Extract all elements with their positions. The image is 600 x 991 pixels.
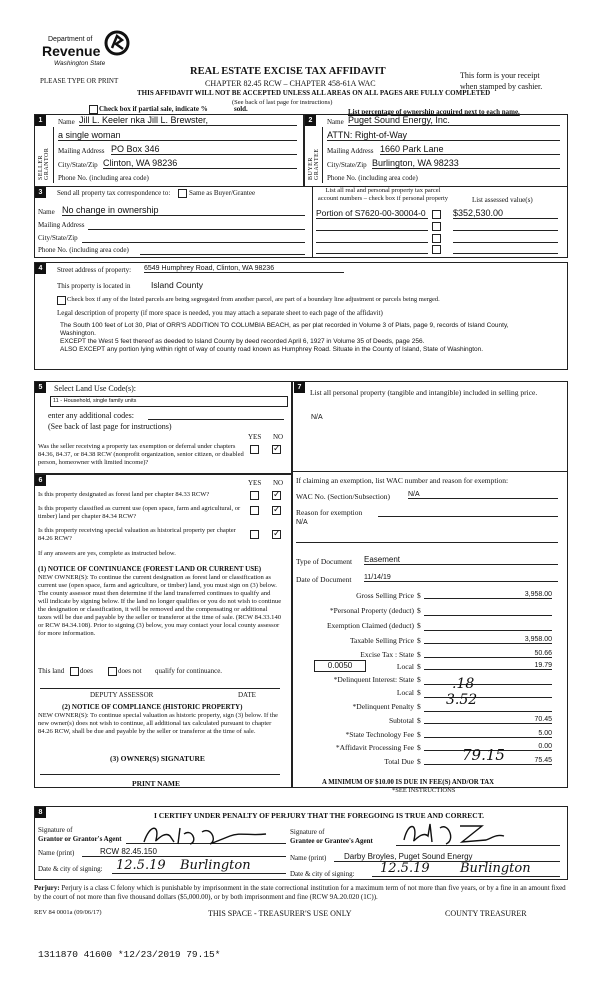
exemption-reason: N/A [296, 519, 308, 526]
dollar-sign: $ [417, 662, 421, 671]
check-icon: ✓ [273, 504, 281, 514]
section-2-number: 2 [305, 115, 316, 126]
personal-property-label: List all personal property (tangible and intangible) included in selling price. [310, 388, 538, 397]
grantee-signature-label-1: Signature of [290, 828, 325, 836]
section-8-number: 8 [35, 807, 46, 818]
additional-codes-label: enter any additional codes: [48, 411, 134, 420]
local-rate-box: 0.0050 [314, 660, 366, 672]
parcel-4-personal-checkbox[interactable] [432, 245, 441, 254]
forest-yes-checkbox[interactable] [250, 491, 259, 500]
tax-row-value [424, 688, 552, 698]
buyer-name: Puget Sound Energy, Inc. [348, 115, 560, 126]
buyer-side-label: BUYER GRANTEE [308, 148, 320, 180]
agency-name: Revenue [42, 43, 101, 59]
grantor-signature [140, 822, 270, 846]
parcel-1-personal-checkbox[interactable] [432, 210, 441, 219]
grantor-signature-label-1: Signature of [38, 826, 73, 834]
exemption-reason-label: Reason for exemption [296, 508, 363, 517]
see-back-instructions: (See back of last page for instructions) [48, 422, 172, 431]
document-date: 11/14/19 [364, 574, 558, 582]
tax-row-value: 0.00 [424, 743, 552, 751]
land-use-label: Select Land Use Code(s): [54, 384, 136, 393]
land-does-not-checkbox[interactable] [108, 667, 117, 676]
check-icon: ✓ [273, 489, 281, 499]
county-treasurer-label: COUNTY TREASURER [445, 909, 527, 918]
buyer-city-label: City/State/Zip [327, 161, 367, 169]
tax-row-value: 70.45 [424, 716, 552, 724]
segregated-label: Check box if any of the listed parcels are being segregated from another parcel, are part of a boundary line adjustment or parcels being merged. [67, 296, 440, 303]
form-title: REAL ESTATE EXCISE TAX AFFIDAVIT [190, 66, 386, 77]
corr-name: No change in ownership [62, 205, 305, 216]
grantee-date-city-label: Date & city of signing: [290, 870, 355, 878]
dollar-sign: $ [417, 591, 421, 600]
grantee-signature-label-2: Grantee or Grantee's Agent [290, 837, 373, 845]
tax-row-value: 3,958.00 [424, 636, 552, 644]
corr-city-label: City/State/Zip [38, 234, 78, 242]
grantee-name-label: Name (print) [290, 854, 327, 862]
grantor-signature-label-2: Grantor or Grantor's Agent [38, 835, 122, 843]
located-in-label: This property is located in [57, 282, 131, 290]
no-header-6: NO [273, 479, 284, 487]
seller-side-label: SELLER GRANTOR [38, 147, 50, 180]
check-icon: ✓ [273, 443, 281, 453]
assessed-value: $352,530.00 [453, 208, 558, 219]
notice-compliance-title: (2) NOTICE OF COMPLIANCE (HISTORIC PROPERTY) [62, 703, 243, 711]
tax-row-label: *Delinquent Interest: State [333, 675, 414, 684]
agency-state: Washington State [54, 60, 106, 67]
tax-row-label: *Delinquent Penalty [352, 702, 414, 711]
dollar-sign: $ [417, 702, 421, 711]
tax-row-value: 75.45 [424, 757, 552, 765]
grantee-printed-name: Darby Broyles, Puget Sound Energy [334, 852, 560, 862]
dollar-sign: $ [417, 743, 421, 752]
tax-row-label: Subtotal [388, 716, 414, 725]
personal-property-value: N/A [311, 414, 323, 421]
current-use-question: Is this property classified as current use (open space, farm and agricultural, or timber) land per chapter 84.34 RCW? [38, 505, 241, 520]
please-type: PLEASE TYPE OR PRINT [40, 77, 119, 85]
owner-signature-label: (3) OWNER(S) SIGNATURE [110, 754, 205, 763]
grantor-name-label: Name (print) [38, 849, 75, 857]
tax-row-label: Excise Tax : State [360, 650, 414, 659]
dollar-sign: $ [417, 650, 421, 659]
tax-row-value [424, 606, 552, 616]
seller-name-2: a single woman [58, 130, 297, 141]
see-instructions-note: *SEE INSTRUCTIONS [392, 787, 456, 794]
notice-compliance-text: NEW OWNER(S): To continue special valuation as historic property, sign (3) below. If the new owner(s) does not wish to continue, all additional tax calculated pursuant to chapter 84.26 RCW, shall be due and payable by the seller or transferor at the time of sale. [38, 712, 278, 735]
legal-description-1: The South 100 feet of Lot 30, Plat of ORR'S ADDITION TO COLUMBIA BEACH, as per plat recorded in Volume 3 of Plats, page 9, records of Island County, Washington. [60, 322, 509, 337]
assessed-value-header: List assessed value(s) [472, 196, 533, 204]
tax-row-label: Total Due [384, 757, 414, 766]
receipt-note-2: when stamped by cashier. [460, 82, 543, 91]
sold-label: sold. [234, 105, 248, 113]
seller-name: Jill L. Keeler nka Jill L. Brewster, [79, 115, 297, 126]
grantor-date-city-label: Date & city of signing: [38, 865, 103, 873]
legal-description-3: ALSO EXCEPT any portion lying within right of way of county road known as Humphrey Road. Situate in the County of Island, State of Washington. [60, 346, 484, 353]
grantor-signing-city: Burlington [180, 858, 251, 873]
date-label: DATE [238, 691, 256, 699]
dollar-sign: $ [417, 757, 421, 766]
forest-land-question: Is this property designated as forest land per chapter 84.33 RCW? [38, 491, 210, 498]
grantor-printed-name: RCW 82.45.150 [82, 847, 286, 857]
document-type-label: Type of Document [296, 557, 353, 566]
section-6-number: 6 [35, 475, 46, 486]
tax-row-value: 3,958.00 [424, 591, 552, 599]
qualify-label: qualify for continuance. [155, 667, 223, 675]
tax-row-value [424, 702, 552, 712]
see-back-note: (See back of last page for instructions) [232, 99, 333, 106]
no-header: NO [273, 433, 284, 441]
parcel-list-header: List all real and personal property tax parcel account numbers – check box if personal property [317, 187, 449, 202]
perjury-text: Perjury is a class C felony which is punishable by imprisonment in the state correctional institution for a maximum term of not more than five years, or by a fine in an amount fixed by the court of not more than five thousand dollars ($5,000.00), or by both imprisonment and fine (RCW 9A.20.020 (1C)). [34, 884, 566, 901]
claim-exemption-label: If claiming an exemption, list WAC number and reason for exemption: [296, 476, 509, 485]
buyer-phone-label: Phone No. (including area code) [327, 174, 418, 182]
dollar-sign: $ [417, 716, 421, 725]
tax-row-label: *Affidavit Processing Fee [335, 743, 414, 752]
current-use-yes-checkbox[interactable] [250, 506, 259, 515]
dollar-sign: $ [417, 621, 421, 630]
dor-logo-icon [104, 30, 130, 56]
handwritten-total: 79.15 [462, 746, 505, 764]
partial-sale-checkbox[interactable] [89, 105, 98, 114]
tax-row-label: *Personal Property (deduct) [329, 606, 414, 615]
grantee-signing-city: Burlington [460, 861, 531, 876]
does-not-label: does not [118, 667, 142, 675]
historic-yes-checkbox[interactable] [250, 530, 259, 539]
corr-phone-label: Phone No. (including area code) [38, 246, 129, 254]
does-label: does [80, 667, 93, 675]
partial-sale-label: Check box if partial sale, indicate % [99, 105, 208, 113]
dollar-sign: $ [417, 636, 421, 645]
agency-line1: Department of [48, 36, 93, 43]
receipt-stamp: 1311870 41600 *12/23/2019 79.15* [38, 949, 221, 960]
parcel-3-personal-checkbox[interactable] [432, 234, 441, 243]
buyer-city: Burlington, WA 98233 [372, 158, 560, 169]
if-yes-note: If any answers are yes, complete as instructed below. [38, 550, 176, 557]
seller-mailing-label: Mailing Address [58, 147, 105, 155]
deputy-assessor-label: DEPUTY ASSESSOR [90, 691, 154, 699]
yes-header-6: YES [248, 479, 262, 487]
tax-row-value: 50.66 [424, 650, 552, 658]
county-name: Island County [151, 280, 203, 290]
form-chapter: CHAPTER 82.45 RCW – CHAPTER 458-61A WAC [205, 79, 376, 88]
buyer-mailing-label: Mailing Address [327, 147, 374, 155]
seller-city-label: City/State/Zip [58, 161, 98, 169]
seller-mailing: PO Box 346 [111, 144, 297, 155]
check-icon: ✓ [273, 528, 281, 538]
seller-name-label: Name [58, 118, 75, 126]
legal-description-2: EXCEPT the West 5 feet thereof as deeded to Island County by deed recorded April 6, 1927 in Volume 35 of Deeds, page 256. [60, 338, 425, 345]
notice-continuance-title: (1) NOTICE OF CONTINUANCE (FOREST LAND OR CURRENT USE) [38, 565, 262, 573]
print-name-label: PRINT NAME [132, 779, 180, 788]
corr-mailing-label: Mailing Address [38, 221, 85, 229]
dollar-sign: $ [417, 730, 421, 739]
section-7-personal-property [292, 381, 568, 788]
certify-statement: I CERTIFY UNDER PENALTY OF PERJURY THAT THE FOREGOING IS TRUE AND CORRECT. [154, 811, 485, 820]
historic-question: Is this property receiving special valuation as historical property per chapter 84.26 RCW? [38, 527, 236, 542]
parcel-number: Portion of S7620-00-30004-0 [316, 208, 428, 219]
send-correspondence-label: Send all property tax correspondence to: [57, 189, 171, 197]
section-4-number: 4 [35, 263, 46, 274]
buyer-name-2: ATTN: Right-of-Way [327, 130, 560, 141]
tax-row-label: Local [396, 662, 414, 671]
receipt-note-1: This form is your receipt [460, 71, 540, 80]
grantor-signing-date: 12.5.19 [116, 858, 166, 873]
land-does-checkbox[interactable] [70, 667, 79, 676]
segregated-checkbox[interactable] [57, 296, 66, 305]
grantee-signing-date: 12.5.19 [380, 861, 430, 876]
document-type: Easement [364, 555, 558, 565]
tax-row-value [424, 621, 552, 631]
tax-row-label: Local [396, 688, 414, 697]
grantee-signature [400, 820, 510, 846]
section-5-number: 5 [35, 382, 46, 393]
wac-number: N/A [408, 491, 558, 499]
street-address-label: Street address of property: [57, 266, 132, 274]
dollar-sign: $ [417, 688, 421, 697]
tax-row-label: Taxable Selling Price [349, 636, 414, 645]
seller-city: Clinton, WA 98236 [103, 158, 297, 169]
dollar-sign: $ [417, 606, 421, 615]
tax-row-value: 5.00 [424, 730, 552, 738]
section-1-number: 1 [35, 115, 46, 126]
exemption-yes-checkbox[interactable] [250, 445, 259, 454]
handwritten-local-interest: .18 [452, 676, 475, 692]
same-as-buyer-label: Same as Buyer/Grantee [189, 189, 256, 197]
ownership-note: List percentage of ownership acquired next to each name. [348, 108, 520, 116]
tax-row-value: 19.79 [424, 662, 552, 670]
dollar-sign: $ [417, 675, 421, 684]
street-address: 6549 Humphrey Road, Clinton, WA 98236 [144, 265, 344, 273]
tax-row-label: Exemption Claimed (deduct) [326, 621, 414, 630]
perjury-notice [34, 884, 566, 902]
land-use-code[interactable]: 11 - Household, single family units [50, 396, 288, 407]
document-date-label: Date of Document [296, 575, 352, 584]
buyer-mailing: 1660 Park Lane [380, 144, 560, 155]
this-land-label: This land [38, 667, 65, 675]
exemption-question: Was the seller receiving a property tax exemption or deferral under chapters 84.36, 84.37, or 84.38 RCW (nonprofit organization, senior citizen, or disabled person, homeowner with limited income)? [38, 443, 244, 466]
treasurer-use-only: THIS SPACE - TREASURER'S USE ONLY [208, 909, 352, 918]
parcel-2-personal-checkbox[interactable] [432, 222, 441, 231]
perjury-title: Perjury: [34, 884, 60, 892]
same-as-buyer-checkbox[interactable] [178, 189, 187, 198]
section-3-number: 3 [35, 187, 46, 198]
tax-row-label: Gross Selling Price [356, 591, 414, 600]
handwritten-penalty: 3.52 [446, 692, 478, 708]
seller-phone-label: Phone No. (including area code) [58, 174, 149, 182]
form-warning: THIS AFFIDAVIT WILL NOT BE ACCEPTED UNLESS ALL AREAS ON ALL PAGES ARE FULLY COMPLETED [137, 89, 491, 97]
dor-logo [40, 30, 135, 70]
tax-row-label: *State Technology Fee [345, 730, 414, 739]
buyer-name-label: Name [327, 118, 344, 126]
corr-name-label: Name [38, 208, 55, 216]
legal-description-label: Legal description of property (if more space is needed, you may attach a separate sheet to each page of the affidavit) [57, 309, 383, 317]
section-7-number: 7 [294, 382, 305, 393]
wac-label: WAC No. (Section/Subsection) [296, 492, 390, 501]
form-revision: REV 84 0001a (09/06/17) [34, 909, 102, 916]
yes-header: YES [248, 433, 262, 441]
notice-continuance-text: NEW OWNER(S): To continue the current designation as forest land or classification as current use (open space, farm and agriculture, or timber) land, you must sign on (3) below. The county assessor must then determine if the land transferred continues to qualify and will indicate by signing below. If the land no longer qualifies or you do not wish to continue the designation or classification, it will be removed and the compensating or additional taxes will be due and payable by the seller or transferor at the time of sale. (RCW 84.33.140 or RCW 84.34.108). Prior to signing (3) below, you may contact your local county assessor for more information. [38, 574, 282, 637]
minimum-fee-note: A MINIMUM OF $10.00 IS DUE IN FEE(S) AND/OR TAX [322, 779, 495, 786]
tax-row-value [424, 675, 552, 685]
